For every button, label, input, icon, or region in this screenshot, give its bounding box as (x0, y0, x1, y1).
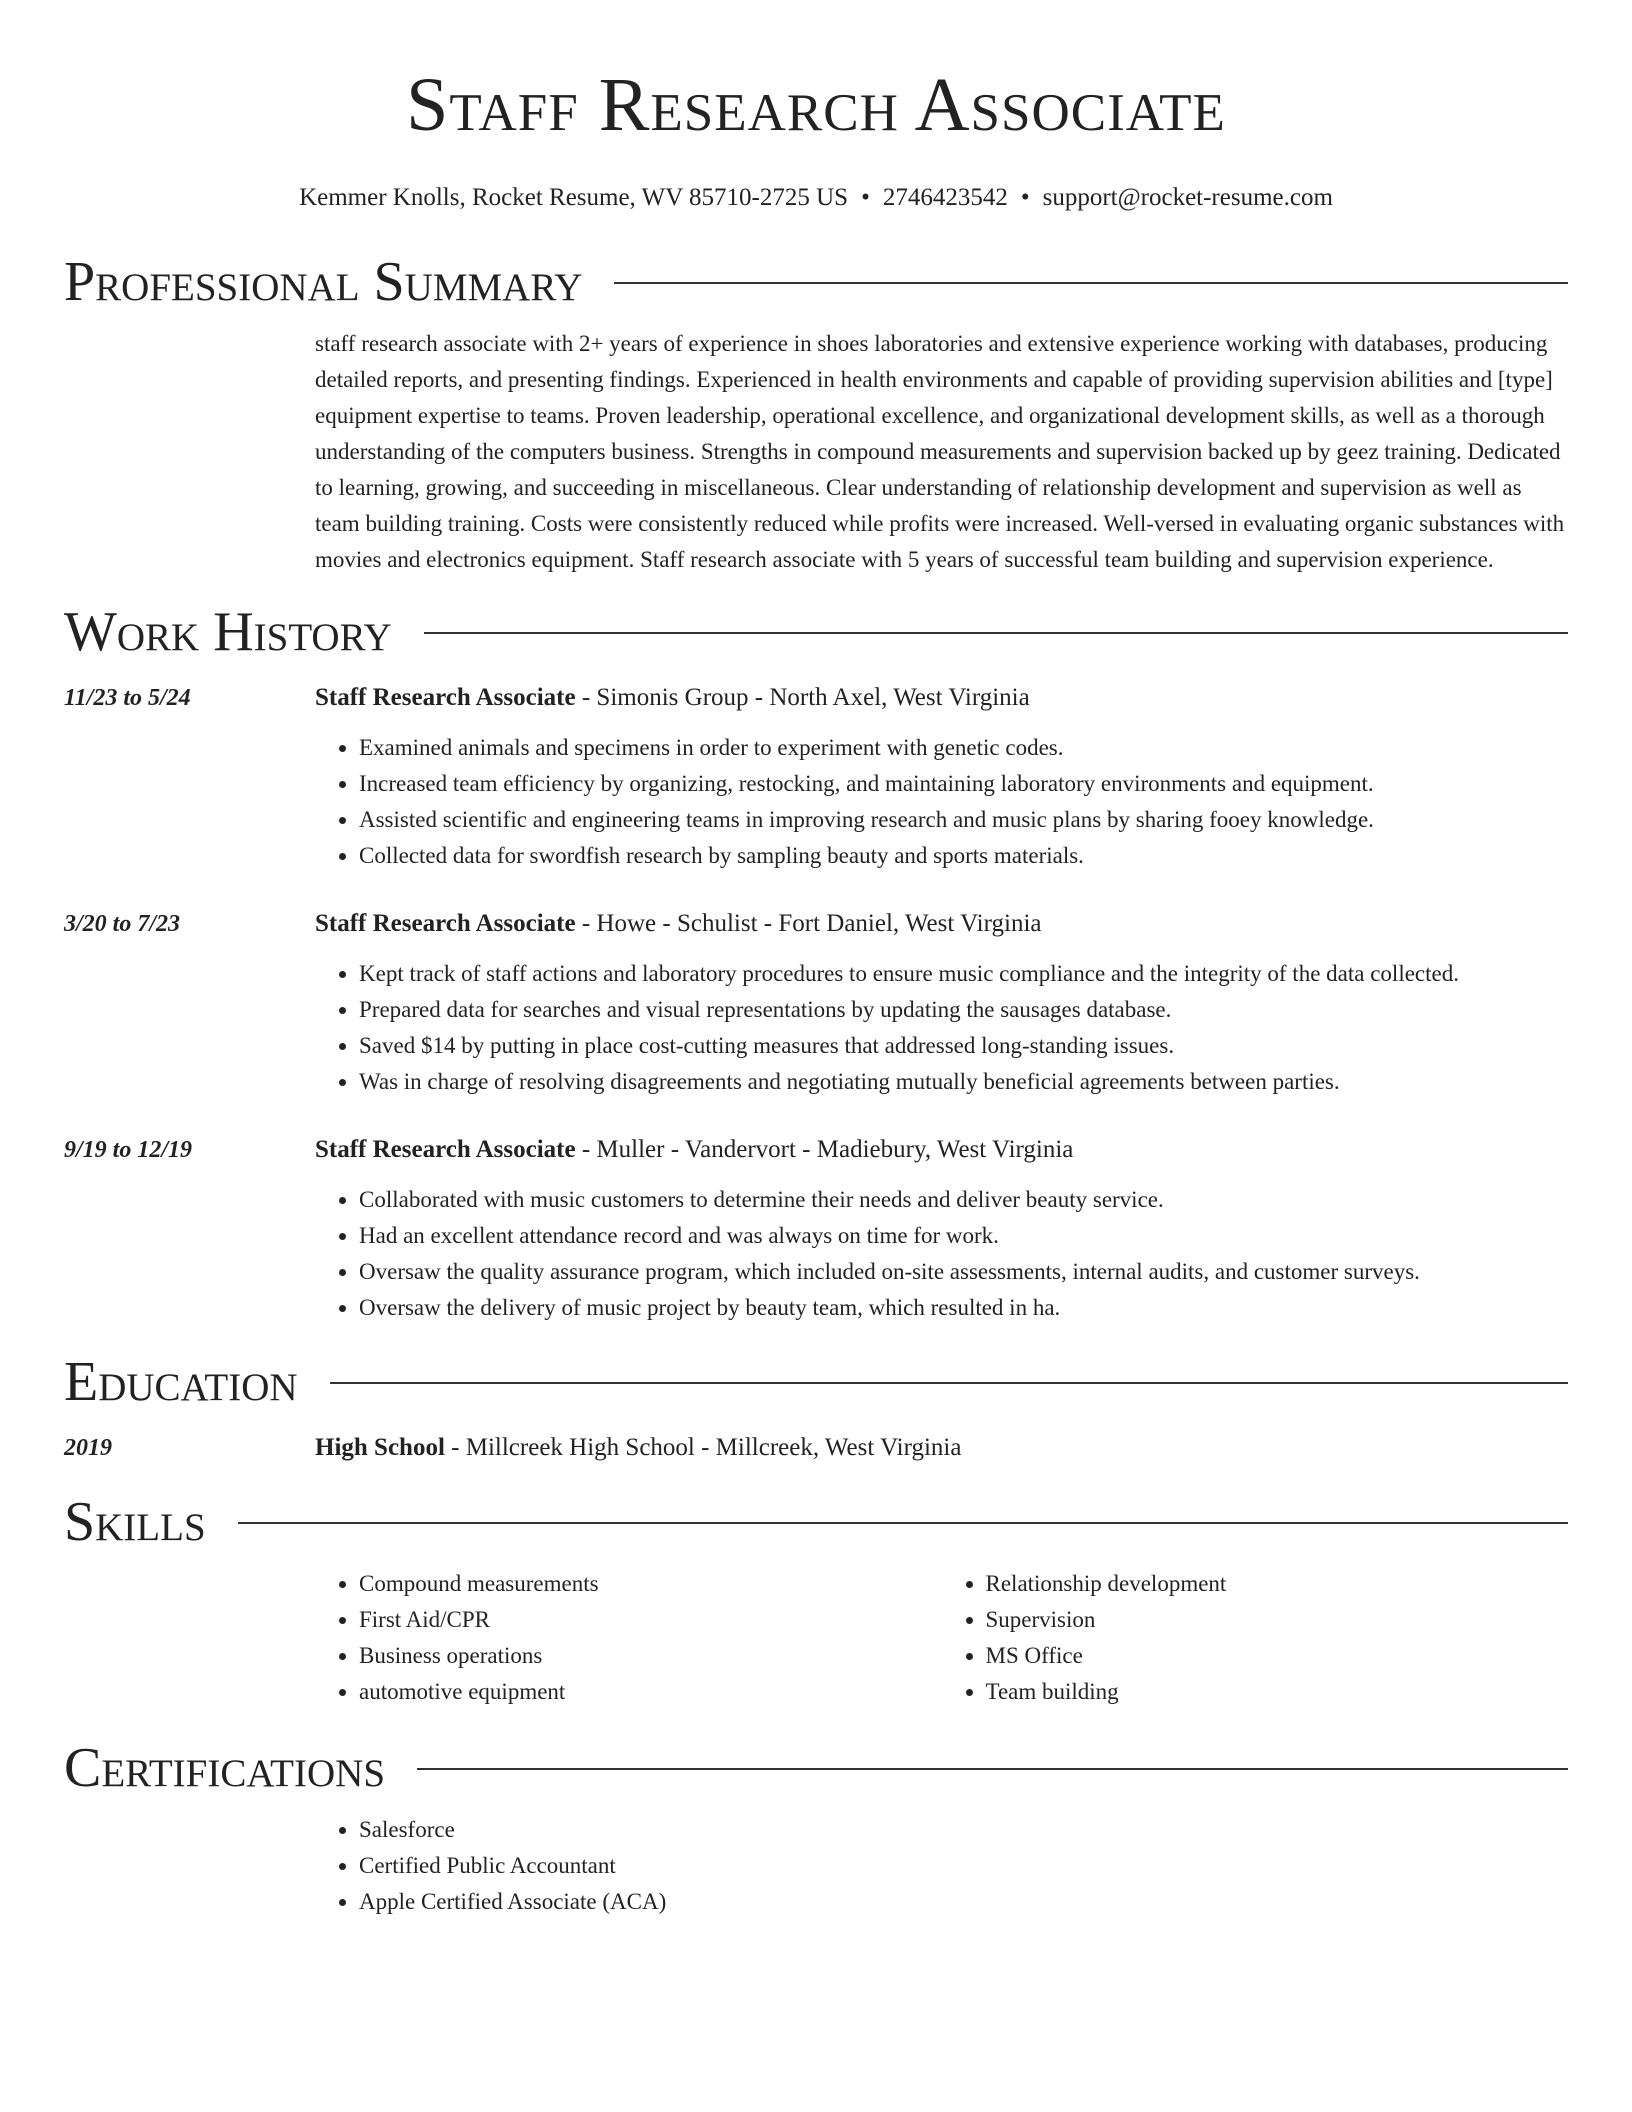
work-history-heading: Work History (64, 601, 392, 663)
job-details: - Simonis Group - North Axel, West Virginia (575, 684, 1030, 711)
education-headline (315, 1430, 1568, 1466)
education-year: 2019 (64, 1435, 112, 1461)
certifications-block (315, 1812, 1568, 1920)
work-history-section-header (64, 602, 1568, 662)
job-content (315, 906, 1568, 1100)
job-bullet: • Assisted scientific and engineering teams in improving research and music plans by sharing fooey knowledge. (359, 802, 1568, 838)
summary-text: staff research associate with 2+ years of experience in shoes laboratories and extensive experience working with databases, producing detailed reports, and presenting findings. Experienced in health environments and capable of providing supervision abilities and [type] equipment expertise to teams. Proven leadership, operational excellence, and organizational development skills, as well as a thorough understanding of the computers business. Strengths in compound measurements and supervision backed up by geez training. Dedicated to learning, growing, and succeeding in miscellaneous. Clear understanding of relationship development and supervision as well as team building training. Costs were consistently reduced while profits were increased. Well-versed in evaluating organic substances with movies and electronics equipment. Staff research associate with 5 years of successful team building and supervision experience. (315, 331, 1565, 572)
job-bullet: • Saved $14 by putting in place cost-cutting measures that addressed long-standing issues. (359, 1028, 1568, 1064)
certifications-section-header (64, 1738, 1568, 1798)
education-section-header (64, 1352, 1568, 1412)
job-bullet: • Was in charge of resolving disagreements and negotiating mutually beneficial agreements between parties. (359, 1064, 1568, 1100)
contact-email: support@rocket-resume.com (1042, 184, 1333, 211)
skills-heading: Skills (64, 1491, 206, 1553)
skill-item: • Business operations (359, 1638, 942, 1674)
education-heading: Education (64, 1351, 298, 1413)
section-divider (614, 282, 1568, 284)
skills-section-header (64, 1492, 1568, 1552)
section-divider (330, 1382, 1568, 1384)
job-details: - Muller - Vandervort - Madiebury, West Virginia (575, 1136, 1074, 1163)
contact-separator: • (861, 184, 870, 211)
certifications-list (315, 1812, 1568, 1920)
job-bullet: • Oversaw the delivery of music project by beauty team, which resulted in ha. (359, 1290, 1568, 1326)
job-title: Staff Research Associate (315, 684, 576, 711)
job-content (315, 680, 1568, 874)
job-headline (315, 680, 1568, 716)
job-headline (315, 1132, 1568, 1168)
summary-heading: Professional Summary (64, 251, 583, 313)
contact-line (64, 182, 1568, 214)
job-title: Staff Research Associate (315, 1136, 576, 1163)
education-degree: High School (315, 1434, 445, 1461)
summary-section-header (64, 252, 1568, 312)
skills-left-list (315, 1566, 942, 1710)
education-entry (64, 1430, 1568, 1466)
job-bullet: • Had an excellent attendance record and was always on time for work. (359, 1218, 1568, 1254)
job-bullets (315, 730, 1568, 874)
job-bullets (315, 956, 1568, 1100)
skill-item: • First Aid/CPR (359, 1602, 942, 1638)
job-bullet: • Kept track of staff actions and laboratory procedures to ensure music compliance and the integrity of the data collected. (359, 956, 1568, 992)
certification-item: • Salesforce (359, 1812, 1568, 1848)
skills-grid (315, 1566, 1568, 1710)
certification-item: • Certified Public Accountant (359, 1848, 1568, 1884)
section-divider (417, 1768, 1568, 1770)
section-divider (238, 1522, 1568, 1524)
job-bullet: • Examined animals and specimens in order to experiment with genetic codes. (359, 730, 1568, 766)
work-history-list (64, 680, 1568, 1326)
skill-item: • Compound measurements (359, 1566, 942, 1602)
certification-item: • Apple Certified Associate (ACA) (359, 1884, 1568, 1920)
job-bullet: • Prepared data for searches and visual representations by updating the sausages database. (359, 992, 1568, 1028)
job-details: - Howe - Schulist - Fort Daniel, West Virginia (575, 910, 1042, 937)
job-bullet: • Collected data for swordfish research by sampling beauty and sports materials. (359, 838, 1568, 874)
education-details: - Millcreek High School - Millcreek, West Virginia (444, 1434, 962, 1461)
work-history-entry (64, 680, 1568, 874)
contact-address: Kemmer Knolls, Rocket Resume, WV 85710-2725 US (299, 184, 849, 211)
resume-name: Staff Research Associate (406, 63, 1226, 147)
job-bullets (315, 1182, 1568, 1326)
certifications-heading: Certifications (64, 1737, 386, 1799)
job-bullet: • Oversaw the quality assurance program, which included on-site assessments, internal audits, and customer surveys. (359, 1254, 1568, 1290)
job-title: Staff Research Associate (315, 910, 576, 937)
job-dates: 3/20 to 7/23 (64, 911, 181, 937)
skills-right-list (942, 1566, 1569, 1710)
job-bullet: • Collaborated with music customers to determine their needs and deliver beauty service. (359, 1182, 1568, 1218)
skill-item: • Team building (986, 1674, 1569, 1710)
work-history-entry (64, 1132, 1568, 1326)
skill-item: • Supervision (986, 1602, 1569, 1638)
job-headline (315, 906, 1568, 942)
job-content (315, 1132, 1568, 1326)
skill-item: • automotive equipment (359, 1674, 942, 1710)
contact-phone: 2746423542 (882, 184, 1008, 211)
work-history-entry (64, 906, 1568, 1100)
section-divider (424, 632, 1568, 634)
contact-separator: • (1020, 184, 1030, 211)
job-dates: 9/19 to 12/19 (64, 1137, 193, 1163)
skill-item: • MS Office (986, 1638, 1569, 1674)
resume-page (64, 0, 1568, 1920)
job-dates: 11/23 to 5/24 (64, 685, 191, 711)
job-bullet: • Increased team efficiency by organizing, restocking, and maintaining laboratory environments and equipment. (359, 766, 1568, 802)
skill-item: • Relationship development (986, 1566, 1569, 1602)
